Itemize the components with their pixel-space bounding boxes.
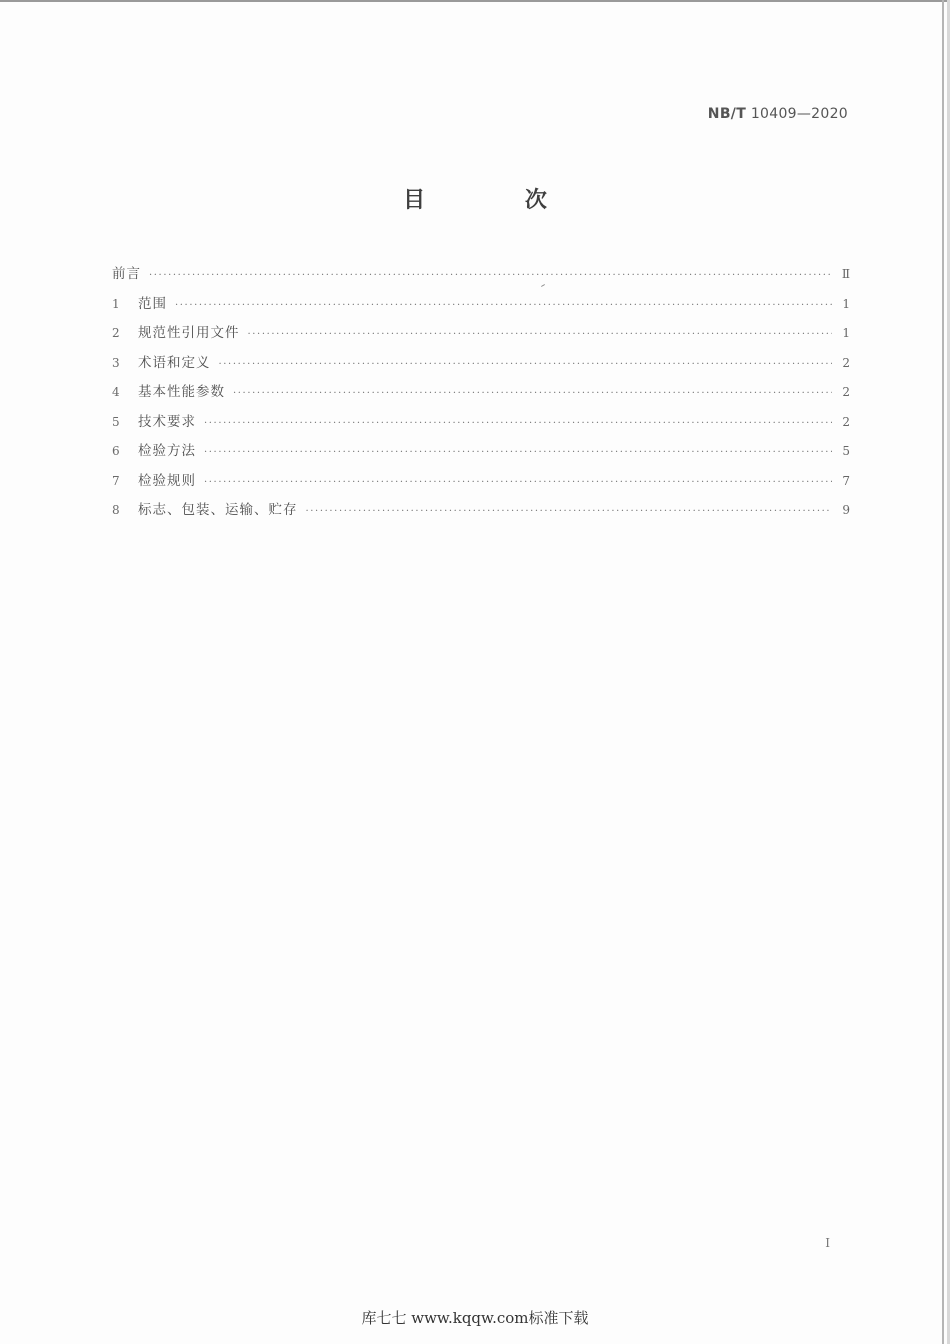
toc-entry-text: 基本性能参数 xyxy=(138,384,225,400)
toc-entry-text: 标志、包装、运输、贮存 xyxy=(138,502,298,518)
toc-entry-number: 1 xyxy=(112,296,120,311)
toc-leader-dots xyxy=(248,329,833,340)
toc-entry-page: 7 xyxy=(842,473,850,488)
toc-entry-number: 3 xyxy=(112,355,120,370)
toc-entry-foreword[interactable] xyxy=(112,262,850,292)
toc-entry-text: 检验规则 xyxy=(138,472,196,489)
toc-entry-text: 技术要求 xyxy=(138,413,196,430)
toc-entry-technical-requirements[interactable] xyxy=(112,410,850,440)
toc-entry-basic-parameters[interactable] xyxy=(112,380,850,410)
toc-leader-dots xyxy=(306,506,833,517)
toc-entry-test-methods[interactable] xyxy=(112,439,850,469)
toc-leader-dots xyxy=(204,447,832,458)
document-code xyxy=(708,106,848,122)
toc-entry-text: 规范性引用文件 xyxy=(138,325,240,341)
toc-leader-dots xyxy=(233,388,832,399)
toc-entry-number: 4 xyxy=(112,385,120,399)
toc-entry-text: 前言 xyxy=(112,266,141,282)
toc-entry-text: 范围 xyxy=(138,295,167,312)
toc-entry-text: 术语和定义 xyxy=(138,354,211,371)
toc-entry-terms-definitions[interactable] xyxy=(112,351,850,381)
toc-entry-page: 2 xyxy=(842,414,850,429)
toc-entry-page: Ⅱ xyxy=(841,267,850,281)
page-number: I xyxy=(825,1236,830,1250)
download-footer: 库七七 www.kqqw.com标准下载 xyxy=(361,1309,589,1327)
toc-entry-page: 1 xyxy=(842,326,850,340)
toc-entry-number: 2 xyxy=(112,326,120,340)
toc-entry-number: 5 xyxy=(112,414,120,429)
toc-entry-number: 8 xyxy=(112,503,120,517)
toc-entry-normative-references[interactable] xyxy=(112,321,850,351)
toc-entry-text: 检验方法 xyxy=(138,443,196,459)
toc-entry-number: 6 xyxy=(112,444,120,458)
toc-leader-dots xyxy=(219,359,833,370)
scan-edge-top xyxy=(0,0,950,2)
document-code-prefix: NB/T xyxy=(707,106,747,122)
toc-leader-dots xyxy=(204,477,832,488)
toc-entry-inspection-rules[interactable] xyxy=(112,469,850,499)
toc-leader-dots xyxy=(175,300,832,311)
toc-entry-page: 9 xyxy=(842,503,850,517)
toc-entry-marking-packaging[interactable] xyxy=(112,498,850,528)
table-of-contents xyxy=(112,262,850,528)
toc-entry-page: 1 xyxy=(842,296,850,311)
toc-leader-dots xyxy=(204,418,832,429)
toc-entry-page: 5 xyxy=(842,444,850,458)
toc-leader-dots xyxy=(149,270,832,281)
toc-entry-number: 7 xyxy=(112,473,120,488)
toc-entry-scope[interactable] xyxy=(112,292,850,322)
toc-title: 目 次 xyxy=(403,188,593,213)
toc-entry-page: 2 xyxy=(842,385,850,399)
document-code-number: 10409—2020 xyxy=(750,106,848,122)
toc-entry-page: 2 xyxy=(842,355,850,370)
